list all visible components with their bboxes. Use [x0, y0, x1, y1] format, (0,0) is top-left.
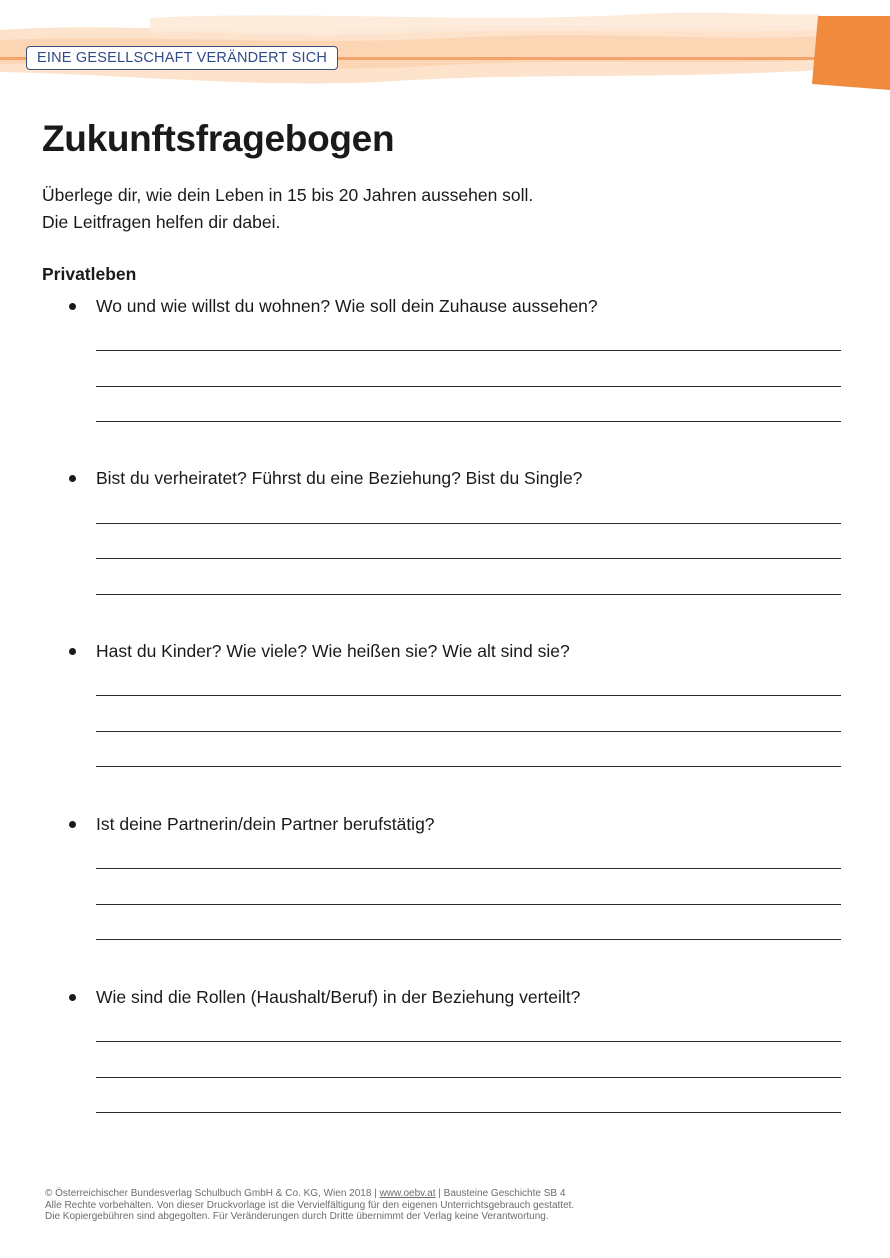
intro-text	[42, 182, 533, 236]
question-text: Wo und wie willst du wohnen? Wie soll dein Zuhause aussehen?	[96, 296, 598, 316]
answer-line[interactable]	[96, 421, 841, 422]
answer-line[interactable]	[96, 731, 841, 732]
answer-line[interactable]	[96, 1112, 841, 1113]
footer-line: Die Kopiergebühren sind abgegolten. Für Veränderungen durch Dritte übernimmt der Verlag keine Verantwortung.	[45, 1211, 549, 1222]
bullet-icon	[69, 303, 76, 310]
answer-line[interactable]	[96, 1077, 841, 1078]
question-text: Wie sind die Rollen (Haushalt/Beruf) in der Beziehung verteilt?	[96, 987, 581, 1007]
question-text: Bist du verheiratet? Führst du eine Beziehung? Bist du Single?	[96, 468, 583, 488]
answer-line[interactable]	[96, 904, 841, 905]
bullet-icon	[69, 994, 76, 1001]
answer-line[interactable]	[96, 350, 841, 351]
footer-line	[45, 1188, 574, 1200]
section-heading: Privatleben	[42, 264, 137, 284]
page-title: Zukunftsfragebogen	[42, 118, 395, 159]
publisher-link[interactable]: www.oebv.at	[379, 1188, 436, 1199]
answer-line[interactable]	[96, 523, 841, 524]
bullet-icon	[69, 648, 76, 655]
question-text: Ist deine Partnerin/dein Partner berufstätig?	[96, 814, 435, 834]
answer-line[interactable]	[96, 386, 841, 387]
copyright-footer	[45, 1188, 574, 1223]
answer-line[interactable]	[96, 1041, 841, 1042]
footer-text: © Österreichischer Bundesverlag Schulbuch GmbH & Co. KG, Wien 2018 |	[45, 1188, 380, 1199]
series-badge: EINE GESELLSCHAFT VERÄNDERT SICH	[26, 46, 338, 70]
answer-line[interactable]	[96, 695, 841, 696]
answer-line[interactable]	[96, 558, 841, 559]
footer-line: Alle Rechte vorbehalten. Von dieser Druckvorlage ist die Vervielfältigung für den eigenen Unterrichtsgebrauch gestattet.	[45, 1199, 575, 1211]
answer-line[interactable]	[96, 939, 841, 940]
footer-text: | Bausteine Geschichte SB 4	[435, 1188, 566, 1199]
bullet-icon	[69, 821, 76, 828]
answer-line[interactable]	[96, 766, 841, 767]
intro-line: Überlege dir, wie dein Leben in 15 bis 20 Jahren aussehen soll.	[42, 185, 534, 205]
answer-line[interactable]	[96, 594, 841, 595]
answer-line[interactable]	[96, 868, 841, 869]
bullet-icon	[69, 475, 76, 482]
intro-line: Die Leitfragen helfen dir dabei.	[42, 212, 281, 232]
question-text: Hast du Kinder? Wie viele? Wie heißen sie? Wie alt sind sie?	[96, 641, 570, 661]
